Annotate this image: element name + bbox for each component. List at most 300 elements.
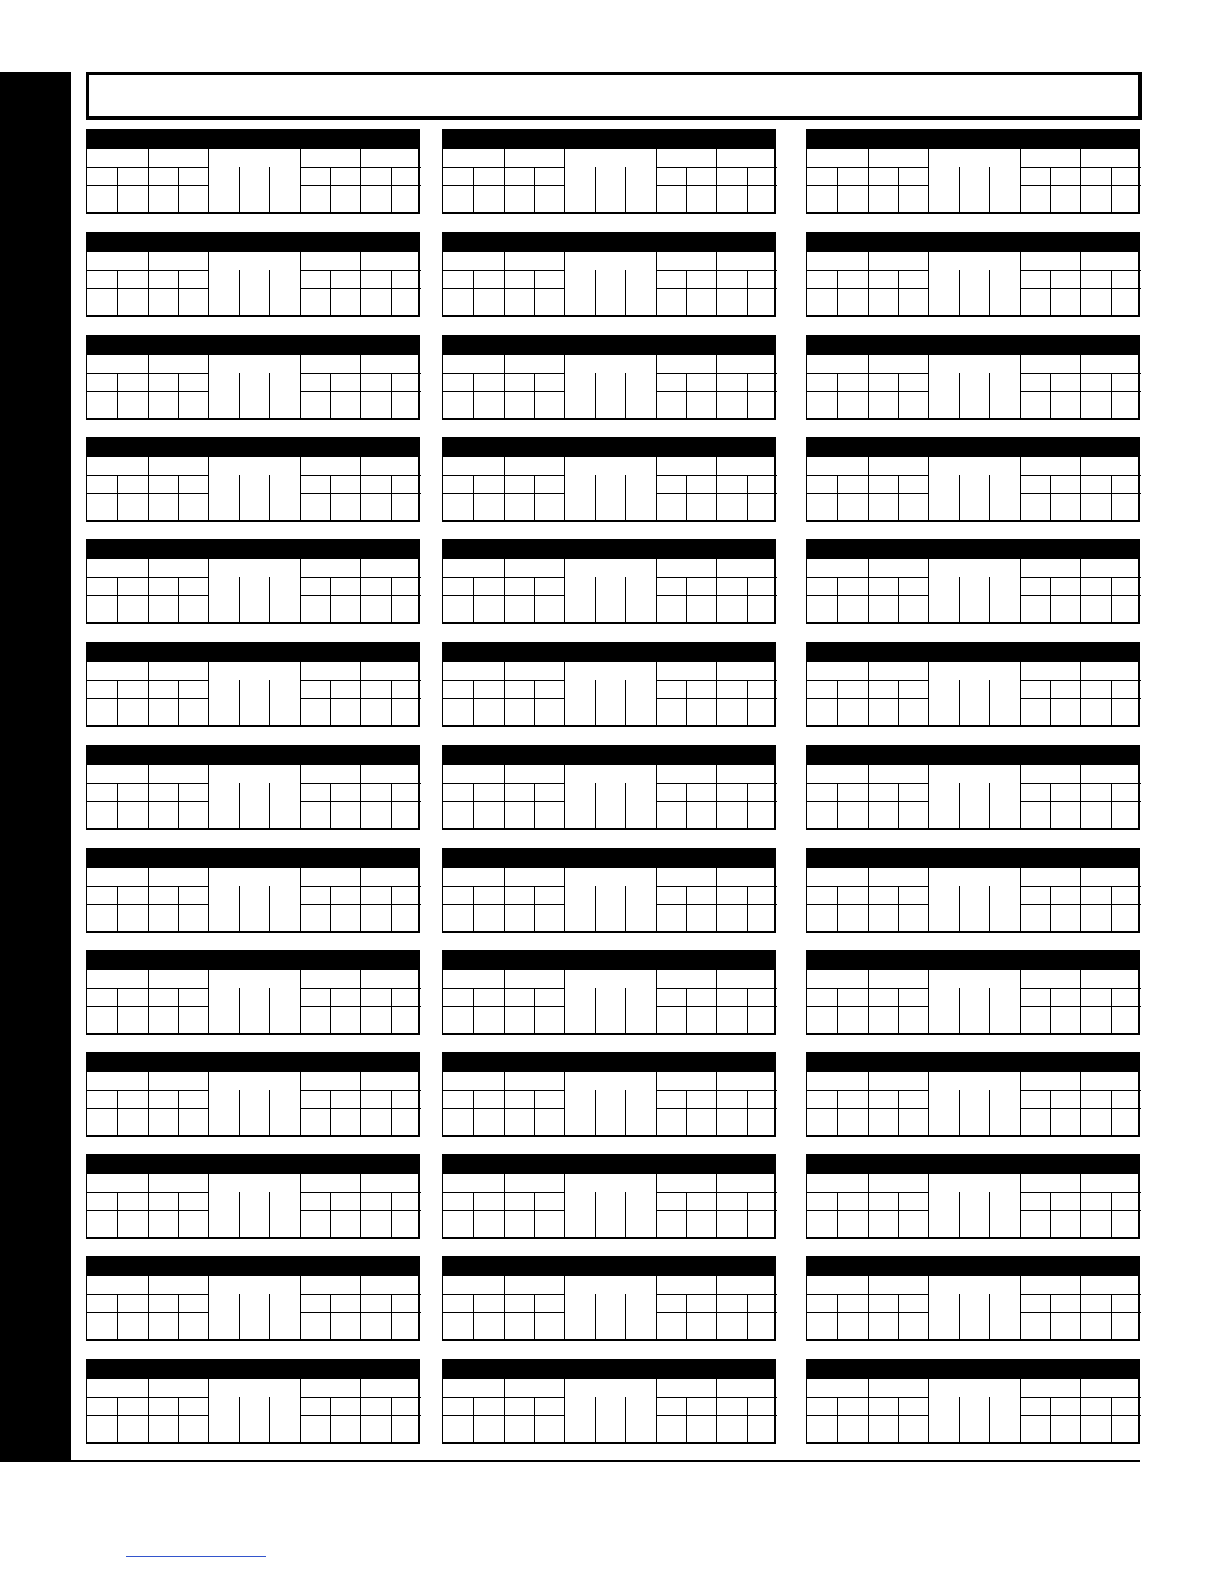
- entry-block: [442, 129, 776, 214]
- block-header-bar: [87, 336, 418, 355]
- cell-divider: [686, 680, 687, 725]
- cell-divider: [837, 886, 838, 931]
- cell-divider: [625, 1090, 626, 1135]
- cell-divider: [898, 783, 899, 828]
- column-divider: [360, 1379, 361, 1442]
- cell-divider: [534, 783, 535, 828]
- cell-divider: [473, 886, 474, 931]
- cell-divider: [117, 886, 118, 931]
- block-header-bar: [87, 643, 418, 662]
- column-divider: [868, 149, 869, 212]
- cell-divider: [1111, 577, 1112, 622]
- column-divider: [208, 457, 209, 520]
- cell-divider: [595, 270, 596, 315]
- cell-divider: [330, 270, 331, 315]
- cell-divider: [178, 475, 179, 520]
- column-divider: [656, 457, 657, 520]
- block-header-bar: [87, 1257, 418, 1276]
- column-divider: [928, 1072, 929, 1135]
- column-divider: [868, 662, 869, 725]
- column-divider: [1020, 1174, 1021, 1237]
- block-header-bar: [87, 1053, 418, 1072]
- column-divider: [716, 457, 717, 520]
- column-divider: [1080, 1379, 1081, 1442]
- cell-divider: [686, 270, 687, 315]
- block-header-bar: [87, 130, 418, 149]
- column-divider: [300, 1276, 301, 1339]
- cell-divider: [239, 1192, 240, 1237]
- cell-divider: [837, 988, 838, 1033]
- block-header-bar: [807, 951, 1138, 970]
- block-header-bar: [443, 336, 774, 355]
- block-header-bar: [87, 951, 418, 970]
- cell-divider: [595, 1397, 596, 1442]
- cell-divider: [747, 577, 748, 622]
- column-divider: [656, 662, 657, 725]
- column-divider: [504, 765, 505, 828]
- cell-divider: [391, 373, 392, 418]
- column-divider: [928, 970, 929, 1033]
- column-divider: [1080, 355, 1081, 418]
- cell-divider: [391, 1090, 392, 1135]
- column-divider: [564, 559, 565, 622]
- cell-divider: [747, 1294, 748, 1339]
- block-header-bar: [443, 1257, 774, 1276]
- cell-divider: [625, 680, 626, 725]
- left-margin-bar: [0, 72, 71, 1462]
- cell-divider: [473, 988, 474, 1033]
- column-divider: [1020, 559, 1021, 622]
- column-divider: [564, 252, 565, 315]
- cell-divider: [239, 373, 240, 418]
- cell-divider: [747, 167, 748, 212]
- cell-divider: [117, 988, 118, 1033]
- cell-divider: [898, 680, 899, 725]
- cell-divider: [595, 373, 596, 418]
- block-header-bar: [807, 1155, 1138, 1174]
- cell-divider: [330, 475, 331, 520]
- cell-divider: [686, 1397, 687, 1442]
- entry-block: [442, 335, 776, 420]
- cell-divider: [269, 1192, 270, 1237]
- cell-divider: [1050, 167, 1051, 212]
- cell-divider: [837, 1294, 838, 1339]
- entry-block: [86, 950, 420, 1035]
- cell-divider: [330, 988, 331, 1033]
- cell-divider: [837, 577, 838, 622]
- column-divider: [1080, 1072, 1081, 1135]
- cell-divider: [747, 680, 748, 725]
- cell-divider: [747, 1397, 748, 1442]
- column-divider: [928, 868, 929, 931]
- cell-divider: [117, 167, 118, 212]
- column-divider: [300, 252, 301, 315]
- block-header-bar: [443, 233, 774, 252]
- cell-divider: [686, 167, 687, 212]
- column-divider: [656, 1072, 657, 1135]
- cell-divider: [837, 373, 838, 418]
- cell-divider: [989, 886, 990, 931]
- cell-divider: [837, 783, 838, 828]
- cell-divider: [178, 270, 179, 315]
- cell-divider: [391, 783, 392, 828]
- cell-divider: [269, 783, 270, 828]
- column-divider: [300, 149, 301, 212]
- cell-divider: [239, 988, 240, 1033]
- cell-divider: [747, 783, 748, 828]
- cell-divider: [239, 783, 240, 828]
- entry-block: [806, 848, 1140, 933]
- cell-divider: [269, 167, 270, 212]
- cell-divider: [747, 886, 748, 931]
- cell-divider: [117, 1090, 118, 1135]
- entry-block: [86, 745, 420, 830]
- cell-divider: [1111, 886, 1112, 931]
- block-header-bar: [87, 540, 418, 559]
- cell-divider: [686, 783, 687, 828]
- block-header-bar: [87, 438, 418, 457]
- block-header-bar: [87, 1360, 418, 1379]
- cell-divider: [989, 167, 990, 212]
- entry-block: [806, 1359, 1140, 1444]
- cell-divider: [989, 1294, 990, 1339]
- cell-divider: [1050, 886, 1051, 931]
- column-divider: [208, 970, 209, 1033]
- column-divider: [928, 559, 929, 622]
- column-divider: [716, 149, 717, 212]
- cell-divider: [239, 1397, 240, 1442]
- entry-block: [86, 1359, 420, 1444]
- column-divider: [148, 559, 149, 622]
- cell-divider: [898, 577, 899, 622]
- column-divider: [504, 1174, 505, 1237]
- column-divider: [656, 1379, 657, 1442]
- column-divider: [300, 662, 301, 725]
- column-divider: [300, 1379, 301, 1442]
- column-divider: [208, 662, 209, 725]
- column-divider: [716, 868, 717, 931]
- entry-block: [442, 950, 776, 1035]
- block-header-bar: [807, 643, 1138, 662]
- column-divider: [656, 765, 657, 828]
- column-divider: [504, 1276, 505, 1339]
- column-divider: [868, 559, 869, 622]
- column-divider: [300, 970, 301, 1033]
- column-divider: [1080, 868, 1081, 931]
- column-divider: [300, 355, 301, 418]
- block-header-bar: [807, 1053, 1138, 1072]
- cell-divider: [1050, 988, 1051, 1033]
- column-divider: [1020, 457, 1021, 520]
- column-divider: [504, 662, 505, 725]
- cell-divider: [989, 1090, 990, 1135]
- column-divider: [564, 355, 565, 418]
- entry-block: [442, 437, 776, 522]
- entry-block: [806, 232, 1140, 317]
- block-header-bar: [807, 1360, 1138, 1379]
- column-divider: [300, 1174, 301, 1237]
- cell-divider: [239, 680, 240, 725]
- block-header-bar: [807, 540, 1138, 559]
- cell-divider: [178, 988, 179, 1033]
- cell-divider: [1050, 475, 1051, 520]
- cell-divider: [473, 475, 474, 520]
- cell-divider: [269, 886, 270, 931]
- cell-divider: [534, 167, 535, 212]
- entry-block: [806, 642, 1140, 727]
- column-divider: [564, 457, 565, 520]
- cell-divider: [595, 167, 596, 212]
- cell-divider: [989, 783, 990, 828]
- cell-divider: [989, 373, 990, 418]
- entry-block: [806, 1052, 1140, 1137]
- column-divider: [208, 149, 209, 212]
- column-divider: [868, 1276, 869, 1339]
- column-divider: [564, 1174, 565, 1237]
- column-divider: [928, 252, 929, 315]
- cell-divider: [837, 270, 838, 315]
- cell-divider: [1050, 1294, 1051, 1339]
- column-divider: [716, 355, 717, 418]
- cell-divider: [330, 373, 331, 418]
- column-divider: [360, 252, 361, 315]
- column-divider: [868, 868, 869, 931]
- cell-divider: [898, 270, 899, 315]
- column-divider: [1020, 1276, 1021, 1339]
- column-divider: [148, 355, 149, 418]
- entry-block: [806, 335, 1140, 420]
- cell-divider: [625, 1397, 626, 1442]
- column-divider: [716, 1072, 717, 1135]
- cell-divider: [1111, 1192, 1112, 1237]
- cell-divider: [1111, 783, 1112, 828]
- column-divider: [360, 868, 361, 931]
- column-divider: [1080, 559, 1081, 622]
- cell-divider: [534, 680, 535, 725]
- cell-divider: [330, 1192, 331, 1237]
- cell-divider: [686, 373, 687, 418]
- cell-divider: [330, 680, 331, 725]
- cell-divider: [269, 270, 270, 315]
- column-divider: [928, 765, 929, 828]
- cell-divider: [178, 1090, 179, 1135]
- block-header-bar: [443, 1053, 774, 1072]
- cell-divider: [330, 577, 331, 622]
- cell-divider: [898, 1397, 899, 1442]
- cell-divider: [959, 680, 960, 725]
- column-divider: [564, 1072, 565, 1135]
- cell-divider: [269, 1294, 270, 1339]
- cell-divider: [989, 680, 990, 725]
- cell-divider: [117, 1397, 118, 1442]
- cell-divider: [837, 1090, 838, 1135]
- cell-divider: [1111, 1294, 1112, 1339]
- column-divider: [1020, 765, 1021, 828]
- column-divider: [928, 355, 929, 418]
- entry-block: [442, 1052, 776, 1137]
- cell-divider: [898, 475, 899, 520]
- cell-divider: [391, 886, 392, 931]
- cell-divider: [473, 373, 474, 418]
- column-divider: [208, 559, 209, 622]
- column-divider: [1020, 662, 1021, 725]
- column-divider: [208, 355, 209, 418]
- cell-divider: [1111, 1090, 1112, 1135]
- column-divider: [360, 457, 361, 520]
- cell-divider: [595, 475, 596, 520]
- column-divider: [504, 457, 505, 520]
- column-divider: [656, 1174, 657, 1237]
- cell-divider: [117, 783, 118, 828]
- entry-block: [442, 539, 776, 624]
- entry-block: [442, 745, 776, 830]
- cell-divider: [747, 1192, 748, 1237]
- cell-divider: [837, 680, 838, 725]
- column-divider: [504, 1379, 505, 1442]
- cell-divider: [595, 1090, 596, 1135]
- cell-divider: [391, 270, 392, 315]
- column-divider: [1080, 662, 1081, 725]
- column-divider: [360, 1174, 361, 1237]
- cell-divider: [473, 1192, 474, 1237]
- column-divider: [360, 662, 361, 725]
- column-divider: [1020, 355, 1021, 418]
- cell-divider: [269, 680, 270, 725]
- cell-divider: [959, 1090, 960, 1135]
- cell-divider: [534, 577, 535, 622]
- column-divider: [208, 1276, 209, 1339]
- column-divider: [504, 149, 505, 212]
- cell-divider: [989, 475, 990, 520]
- cell-divider: [1111, 373, 1112, 418]
- column-divider: [208, 1379, 209, 1442]
- entry-block: [806, 1154, 1140, 1239]
- cell-divider: [178, 783, 179, 828]
- cell-divider: [330, 167, 331, 212]
- column-divider: [504, 970, 505, 1033]
- column-divider: [300, 559, 301, 622]
- block-header-bar: [807, 130, 1138, 149]
- column-divider: [360, 1276, 361, 1339]
- cell-divider: [117, 373, 118, 418]
- column-divider: [504, 868, 505, 931]
- cell-divider: [898, 886, 899, 931]
- cell-divider: [117, 577, 118, 622]
- entry-block: [806, 539, 1140, 624]
- cell-divider: [898, 988, 899, 1033]
- column-divider: [564, 765, 565, 828]
- cell-divider: [686, 886, 687, 931]
- cell-divider: [1050, 373, 1051, 418]
- entry-block: [86, 1256, 420, 1341]
- cell-divider: [959, 1294, 960, 1339]
- cell-divider: [898, 1192, 899, 1237]
- cell-divider: [1111, 680, 1112, 725]
- cell-divider: [747, 475, 748, 520]
- column-divider: [716, 252, 717, 315]
- cell-divider: [625, 475, 626, 520]
- cell-divider: [330, 886, 331, 931]
- column-divider: [148, 868, 149, 931]
- column-divider: [148, 1174, 149, 1237]
- column-divider: [360, 149, 361, 212]
- cell-divider: [625, 988, 626, 1033]
- column-divider: [208, 765, 209, 828]
- cell-divider: [534, 270, 535, 315]
- column-divider: [656, 868, 657, 931]
- cell-divider: [391, 1294, 392, 1339]
- cell-divider: [178, 167, 179, 212]
- column-divider: [868, 1174, 869, 1237]
- cell-divider: [898, 1294, 899, 1339]
- column-divider: [716, 662, 717, 725]
- column-divider: [148, 662, 149, 725]
- cell-divider: [269, 577, 270, 622]
- cell-divider: [686, 475, 687, 520]
- title-box: [86, 72, 1142, 120]
- cell-divider: [239, 1294, 240, 1339]
- column-divider: [148, 252, 149, 315]
- cell-divider: [473, 1397, 474, 1442]
- cell-divider: [686, 1294, 687, 1339]
- entry-block: [442, 1154, 776, 1239]
- entry-block: [86, 437, 420, 522]
- block-header-bar: [87, 233, 418, 252]
- cell-divider: [595, 886, 596, 931]
- cell-divider: [330, 783, 331, 828]
- entry-block: [442, 1256, 776, 1341]
- column-divider: [656, 1276, 657, 1339]
- cell-divider: [595, 577, 596, 622]
- block-header-bar: [443, 130, 774, 149]
- cell-divider: [898, 373, 899, 418]
- column-divider: [928, 1379, 929, 1442]
- cell-divider: [1050, 1192, 1051, 1237]
- column-divider: [208, 868, 209, 931]
- column-divider: [300, 457, 301, 520]
- column-divider: [868, 457, 869, 520]
- block-header-bar: [443, 643, 774, 662]
- column-divider: [1020, 149, 1021, 212]
- cell-divider: [269, 988, 270, 1033]
- column-divider: [656, 355, 657, 418]
- cell-divider: [959, 475, 960, 520]
- entry-block: [86, 232, 420, 317]
- cell-divider: [595, 1192, 596, 1237]
- cell-divider: [989, 577, 990, 622]
- cell-divider: [239, 577, 240, 622]
- column-divider: [148, 457, 149, 520]
- cell-divider: [330, 1294, 331, 1339]
- cell-divider: [269, 1397, 270, 1442]
- cell-divider: [1111, 270, 1112, 315]
- column-divider: [504, 355, 505, 418]
- cell-divider: [625, 783, 626, 828]
- cell-divider: [989, 1397, 990, 1442]
- cell-divider: [989, 270, 990, 315]
- entry-block: [86, 848, 420, 933]
- block-header-bar: [87, 1155, 418, 1174]
- cell-divider: [898, 167, 899, 212]
- cell-divider: [330, 1090, 331, 1135]
- cell-divider: [959, 783, 960, 828]
- cell-divider: [391, 577, 392, 622]
- cell-divider: [391, 1192, 392, 1237]
- block-header-bar: [443, 438, 774, 457]
- footer-link[interactable]: [126, 1556, 266, 1557]
- cell-divider: [625, 886, 626, 931]
- cell-divider: [959, 886, 960, 931]
